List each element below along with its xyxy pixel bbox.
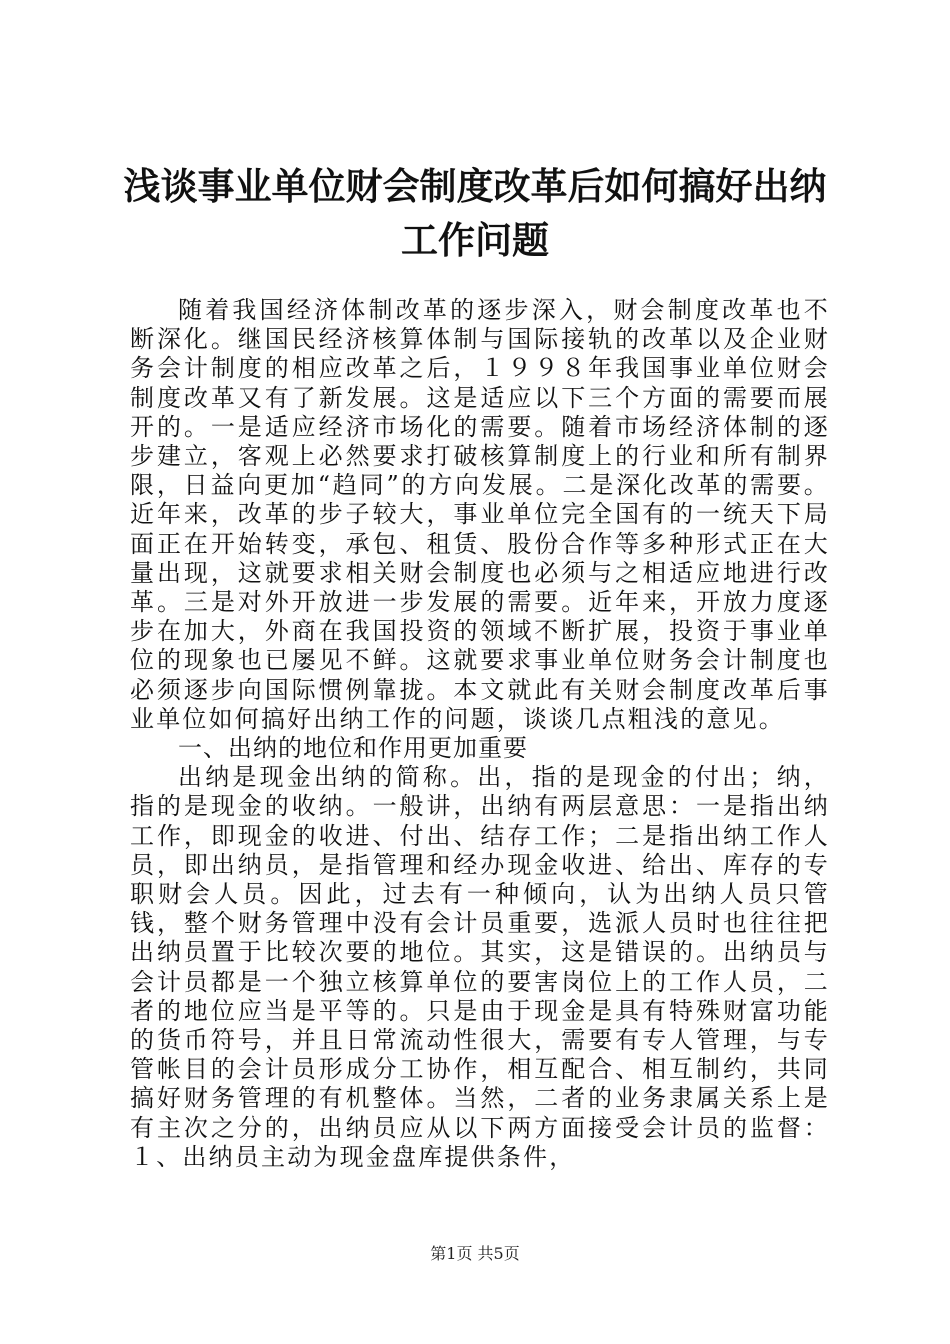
section-heading-1: 一、出纳的地位和作用更加重要 (178, 734, 528, 763)
body-paragraph-intro: 随着我国经济体制改革的逐步深入，财会制度改革也不断深化。继国民经济核算体制与国际接轨的改革以及企业财务会计制度的相应改革之后，１９９８年我国事业单位财会制度改革又有了新发展。这是适应以下三个方面的需要而展开的。一是适应经济市场化的需要。随着市场经济体制的逐步建立，客观上必然要求打破核算制度上的行业和所有制界限，日益向更加“趋同”的方向发展。二是深化改革的需要。近年来，改革的步子较大，事业单位完全国有的一统天下局面正在开始转变，承包、租赁、股份合作等多种形式正在大量出现，这就要求相关财会制度也必须与之相适应地进行改革。三是对外开放进一步发展的需要。近年来，开放力度逐步在加大，外商在我国投资的领域不断扩展，投资于事业单位的现象也已屡见不鲜。这就要求事业单位财务会计制度也必须逐步向国际惯例靠拢。本文就此有关财会制度改革后事业单位如何搞好出纳工作的问题，谈谈几点粗浅的意见。 (130, 296, 830, 733)
page-footer: 第1页 共5页 (430, 1244, 520, 1263)
document-body (130, 296, 830, 1172)
body-paragraph-section-1: 出纳是现金出纳的简称。出，指的是现金的付出；纳，指的是现金的收纳。一般讲，出纳有两层意思：一是指出纳工作，即现金的收进、付出、结存工作；二是指出纳工作人员，即出纳员，是指管理和经办现金收进、给出、库存的专职财会人员。因此，过去有一种倾向，认为出纳人员只管钱，整个财务管理中没有会计员重要，选派人员时也往往把出纳员置于比较次要的地位。其实，这是错误的。出纳员与会计员都是一个独立核算单位的要害岗位上的工作人员，二者的地位应当是平等的。只是由于现金是具有特殊财富功能的货币符号，并且日常流动性很大，需要有专人管理，与专管帐目的会计员形成分工协作，相互配合、相互制约，共同搞好财务管理的有机整体。当然，二者的业务隶属关系上是有主次之分的，出纳员应从以下两方面接受会计员的监督：１、出纳员主动为现金盘库提供条件， (130, 763, 830, 1171)
document-title: 浅谈事业单位财会制度改革后如何搞好出纳工作问题 (123, 165, 827, 262)
